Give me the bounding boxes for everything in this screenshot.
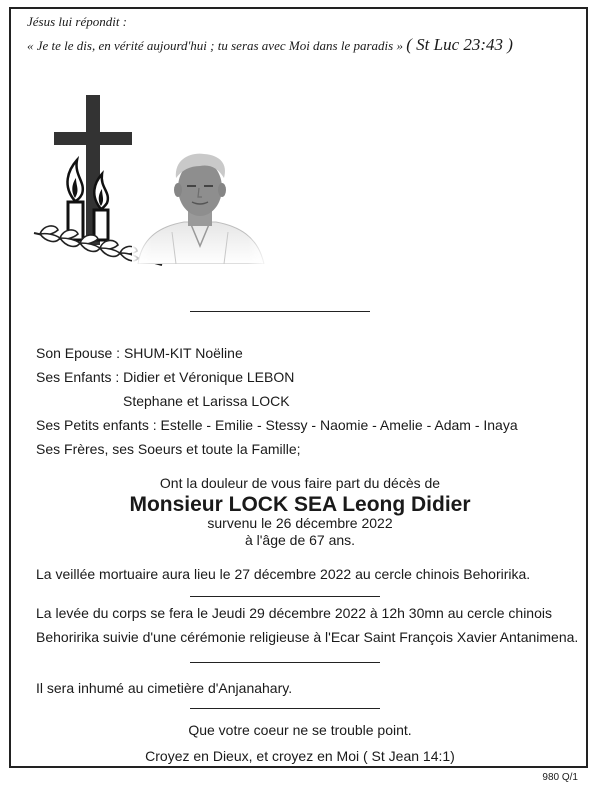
announcement-intro: Ont la douleur de vous faire part du décès de [159,475,441,491]
closing-line: Que votre coeur ne se trouble point. [188,722,412,738]
siblings-line: Ses Frères, ses Soeurs et toute la Famille; [36,441,301,457]
burial-line: Il sera inhumé au cimetière d'Anjanahary. [36,680,293,696]
spouse-line: Son Epouse : SHUM-KIT Noëline [36,345,243,361]
portrait-photo [132,148,268,264]
age-at-death: à l'âge de 67 ans. [244,532,356,548]
verse-reference: ( St Luc 23:43 ) [406,35,513,54]
divider-rule [190,311,370,312]
deceased-name: Monsieur LOCK SEA Leong Didier [129,493,471,516]
closing-scripture: Croyez en Dieux, et croyez en Moi ( St Jean 14:1) [145,748,455,764]
procession-line-continued: Behoririka suivie d'une cérémonie religieuse à l'Ecar Saint François Xavier Antanimena. [36,629,579,645]
children-line: Ses Enfants : Didier et Véronique LEBON [36,369,295,385]
verse-intro: Jésus lui répondit : [27,14,128,29]
procession-line: La levée du corps se fera le Jeudi 29 décembre 2022 à 12h 30mn au cercle chinois [36,605,552,621]
vigil-line: La veillée mortuaire aura lieu le 27 décembre 2022 au cercle chinois Behoririka. [36,566,531,582]
reference-code: 980 Q/1 [542,772,578,783]
divider-rule [190,596,380,597]
verse-quote: « Je te le dis, en vérité aujourd'hui ; tu seras avec Moi dans le paradis » [27,38,403,53]
children-line-continued: Stephane et Larissa LOCK [123,393,290,409]
date-of-death: survenu le 26 décembre 2022 [207,515,393,531]
grandchildren-line: Ses Petits enfants : Estelle - Emilie - Stessy - Naomie - Amelie - Adam - Inaya [36,417,518,433]
divider-rule [190,662,380,663]
divider-rule [190,708,380,709]
verse-line [27,35,513,55]
